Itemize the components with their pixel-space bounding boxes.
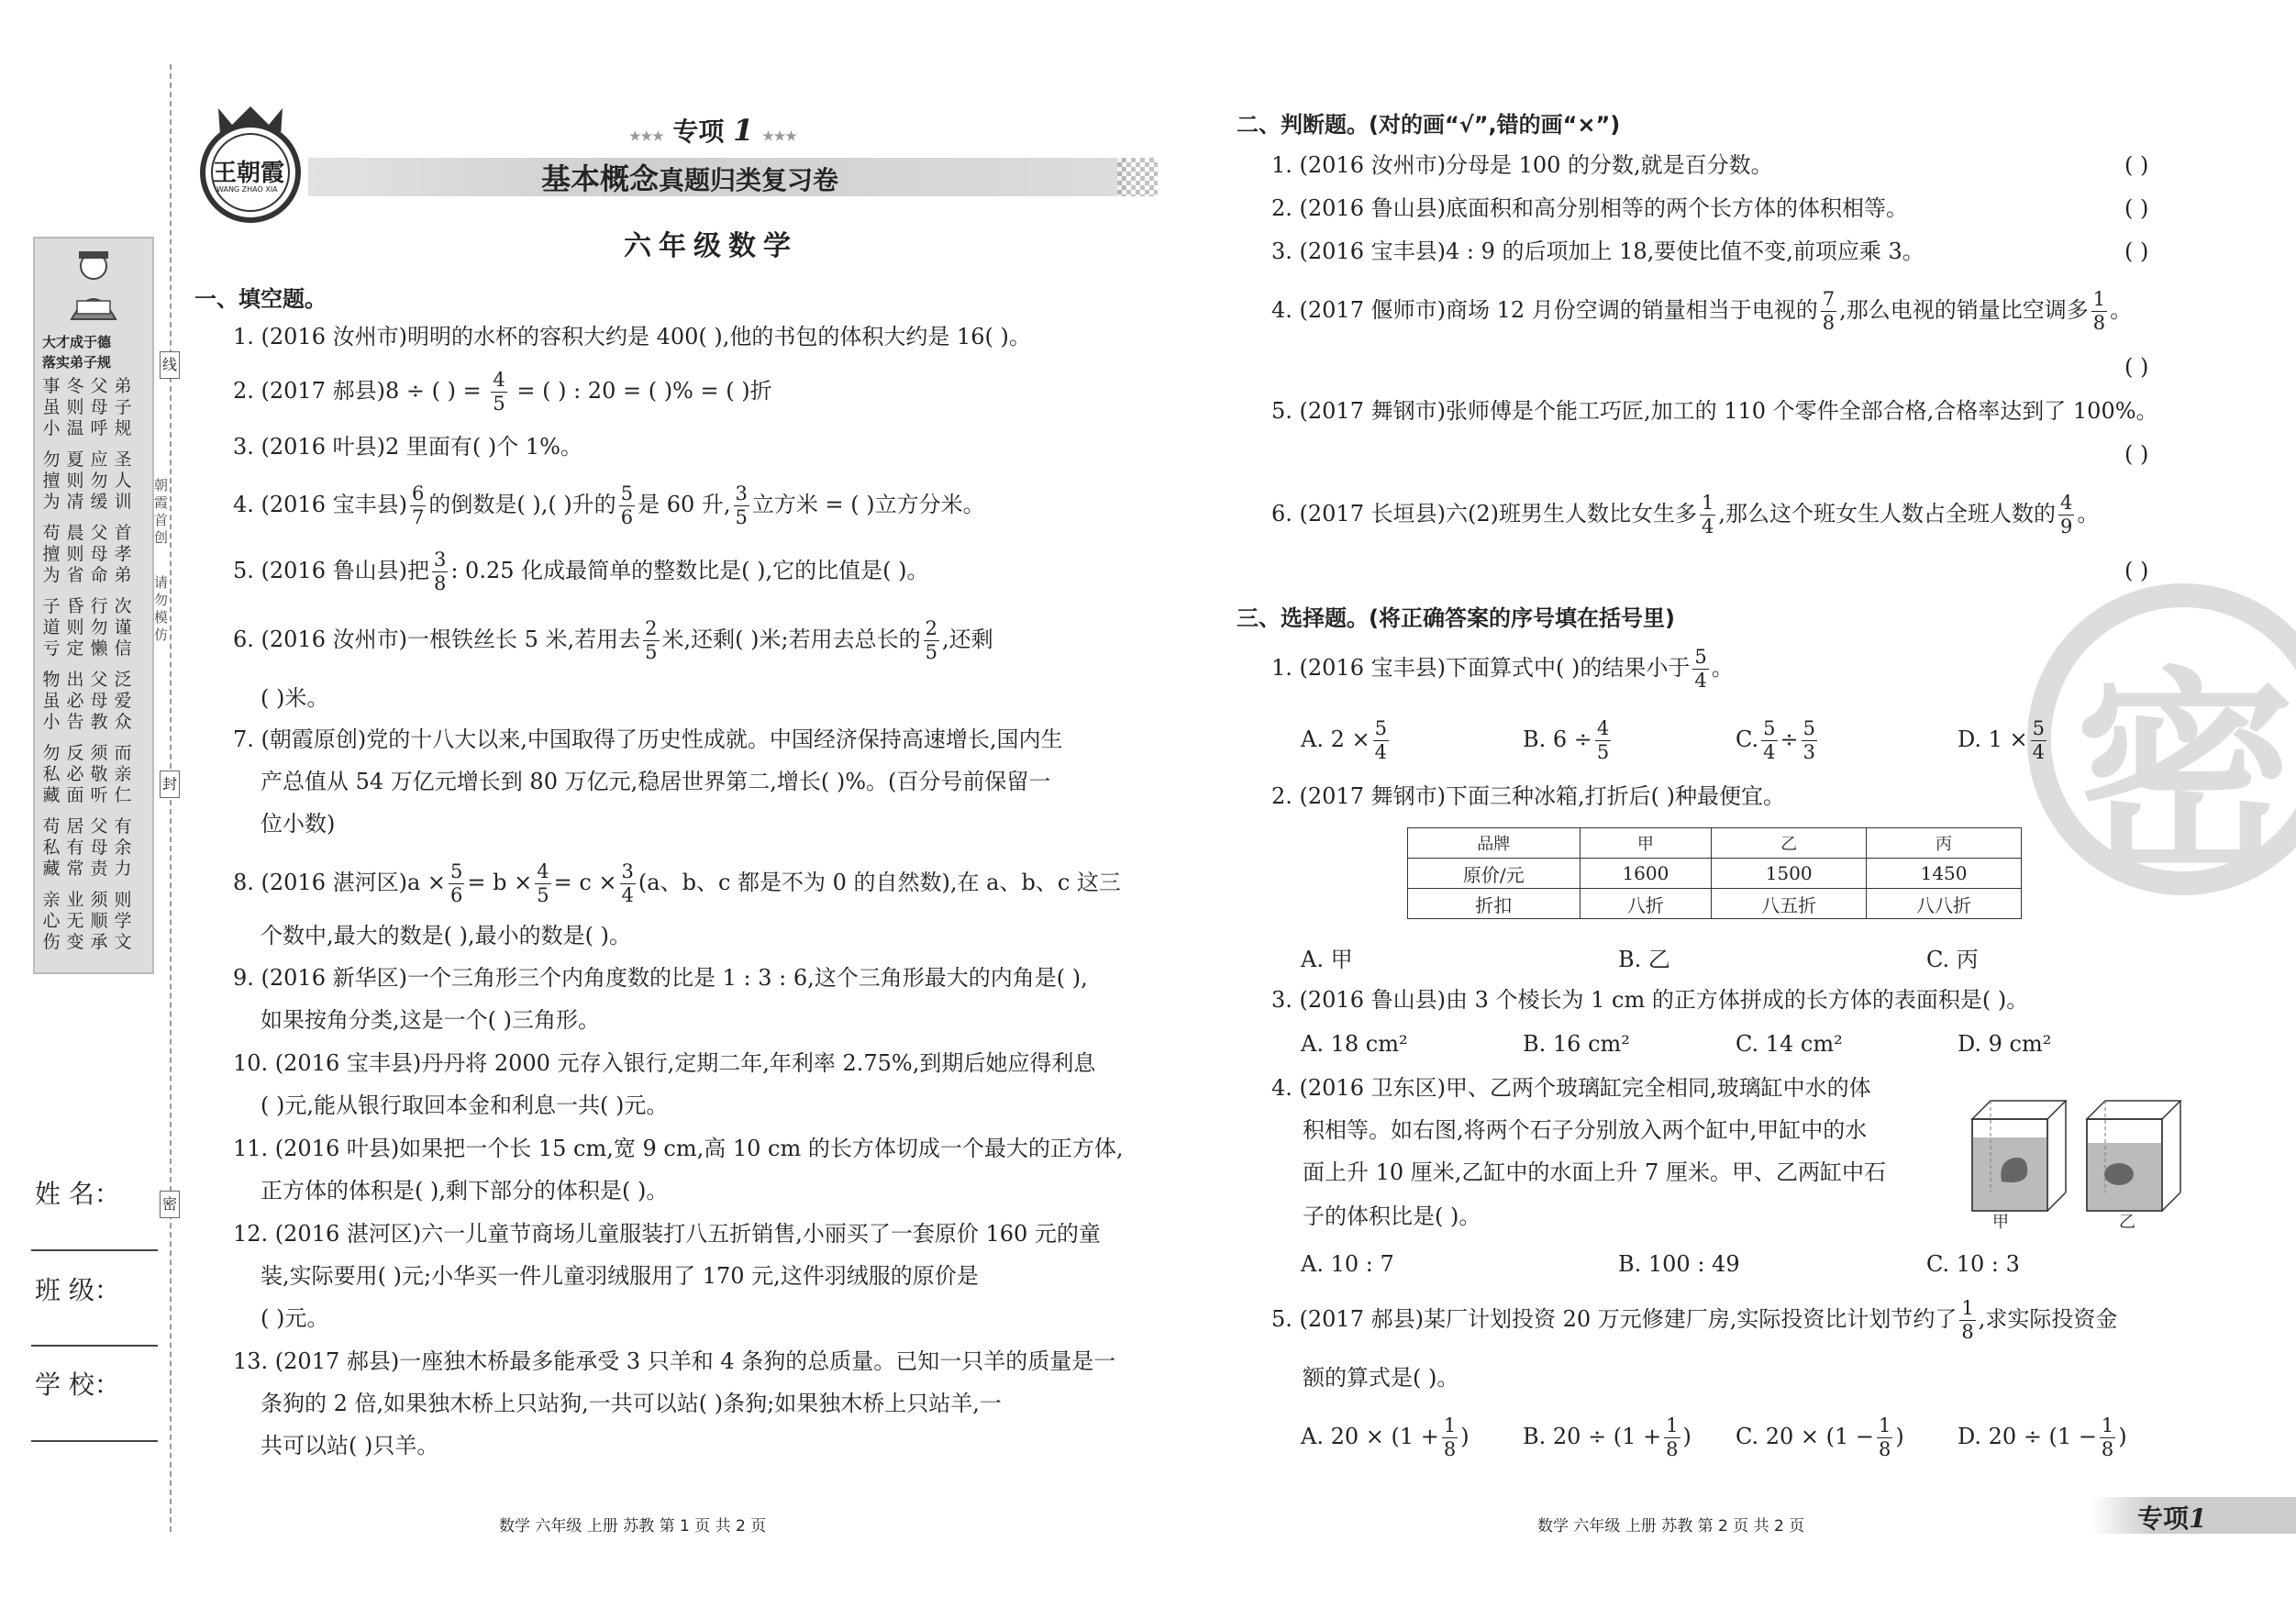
fraction: $\frac{5}{3}$ (1802, 717, 1815, 763)
motto-column: 苟擅为 (42, 523, 61, 585)
vertical-note-2: 请勿模仿 (154, 574, 169, 643)
s3-q5-l2: 额的算式是( )。 (1303, 1365, 1459, 1391)
name-field[interactable] (31, 1249, 158, 1251)
s1-q7-l3: 位小数) (261, 811, 336, 837)
fraction: $\frac{6}{7}$ (411, 482, 425, 528)
s3-q5-option-d[interactable]: D. 20 ÷ (1 − $\frac{1}{8}$ ) (1958, 1414, 2127, 1460)
s1-q12-l2: 装,实际要用( )元;小华买一件儿童羽绒服用了 170 元,这件羽绒服的原价是 (261, 1263, 979, 1289)
s1-q4: 4. (2016 宝丰县) $\frac{6}{7}$ 的倒数是( ),( )升的 $\frac{5}{6}$ 是 60 升, $\frac{3}{5}$ 立方米 = ( )立方分米。 (233, 482, 985, 528)
motto-column: 出必告 (66, 670, 84, 732)
table-row (1408, 889, 2022, 919)
fraction: $\frac{4}{5}$ (493, 369, 505, 415)
school-label: 学 校： (35, 1370, 120, 1400)
motto-column: 业无变 (66, 890, 84, 952)
footer-tag-number: 1 (2189, 1503, 2207, 1534)
s2-q1: 1. (2016 汝州市)分母是 100 的分数,就是百分数。 (1271, 152, 1773, 178)
vertical-note-1: 朝霞首创 (154, 477, 169, 546)
motto-column: 反必面 (66, 743, 84, 805)
s3-q5-option-a[interactable]: A. 20 × (1 + $\frac{1}{8}$ ) (1301, 1414, 1470, 1460)
s1-q6-line2: ( )米。 (261, 685, 329, 711)
s1-q13-l1: 13. (2017 郝县)一座独木桥最多能承受 3 只羊和 4 条狗的总质量。已知一只羊的质量是一 (233, 1348, 1116, 1374)
table-row (1408, 828, 2022, 859)
s2-q6-answer[interactable]: ( ) (2124, 558, 2149, 583)
s2-q6: 6. (2017 长垣县)六(2)班男生人数比女生多 $\frac{1}{4}$ ,那么这个班女生人数占全班人数的 $\frac{4}{9}$ 。 (1271, 492, 2100, 538)
s2-q2-answer[interactable]: ( ) (2124, 195, 2149, 221)
motto-column: 昏则定 (66, 596, 84, 659)
motto-column: 夏则凊 (66, 449, 84, 512)
brand-small: WANG ZHAO XIA (216, 185, 278, 194)
s1-q12-l1: 12. (2016 湛河区)六一儿童节商场儿童服装打八五折销售,小丽买了一套原价 160 元的童 (233, 1221, 1101, 1247)
motto-grid (42, 376, 145, 963)
s1-q6: 6. (2016 汝州市)一根铁丝长 5 米,若用去 $\frac{2}{5}$ 米,还剩( )米;若用去总长的 $\frac{2}{5}$ ,还剩 (233, 617, 993, 663)
motto-column: 行勿懒 (90, 596, 108, 659)
s1-q12-l3: ( )元。 (261, 1305, 329, 1331)
motto-column: 圣人训 (114, 449, 132, 512)
motto-column: 须顺承 (90, 890, 108, 952)
s3-q4-option-b[interactable]: B. 100 : 49 (1618, 1251, 1740, 1277)
motto-column: 应勿缓 (90, 449, 108, 512)
s1-q5: 5. (2016 鲁山县)把 $\frac{3}{8}$ : 0.25 化成最简单的整数比是( ),它的比值是( )。 (233, 549, 929, 594)
motto-column: 父母教 (90, 670, 108, 732)
cut-tag-2: 封 (160, 771, 180, 798)
section1-title: 一、填空题。 (194, 286, 327, 312)
s2-q2: 2. (2016 鲁山县)底面积和高分别相等的两个长方体的体积相等。 (1271, 195, 1908, 221)
fraction: $\frac{2}{5}$ (925, 617, 937, 663)
cut-tag-3: 密 (160, 1191, 180, 1218)
motto-column: 勿擅为 (42, 449, 61, 512)
motto-column: 苟私藏 (42, 816, 61, 879)
tank-label-a: 甲 (1992, 1213, 2009, 1232)
section2-title: 二、判断题。(对的画“√”,错的画“×”) (1237, 112, 1621, 138)
s1-q7-l1: 7. (朝霞原创)党的十八大以来,中国取得了历史性成就。中国经济保持高速增长,国内生 (233, 726, 1063, 752)
motto-column: 弟子规 (114, 376, 132, 438)
subtitle: 六年级数学 (624, 230, 798, 262)
s3-q3: 3. (2016 鲁山县)由 3 个棱长为 1 cm 的正方体拼成的长方体的表面积是( )。 (1271, 987, 2029, 1013)
slogan-1: 大才成于德 (42, 334, 112, 350)
s3-q4-l2: 积相等。如右图,将两个石子分别放入两个缸中,甲缸中的水 (1303, 1117, 1868, 1143)
motto-column: 子道亏 (42, 596, 61, 659)
s2-q5: 5. (2017 舞钢市)张师傅是个能工巧匠,加工的 110 个零件全部合格,合格率达到了 100%。 (1271, 398, 2158, 424)
s1-q13-l3: 共可以站( )只羊。 (261, 1433, 439, 1458)
watermark-char: 密 (2075, 649, 2296, 905)
s1-q9-l1: 9. (2016 新华区)一个三角形三个内角度数的比是 1 : 3 : 6,这个三角形最大的内角是( ), (233, 965, 1088, 991)
table-header: 乙 (1712, 828, 1867, 859)
motto-column: 居有常 (66, 816, 84, 879)
footer-right: 数学 六年级 上册 苏教 第 2 页 共 2 页 (1537, 1517, 1805, 1536)
table-header: 甲 (1580, 828, 1712, 859)
s3-q3-option-d[interactable]: D. 9 cm² (1958, 1031, 2052, 1057)
s1-q3: 3. (2016 叶县)2 里面有( )个 1%。 (233, 434, 582, 460)
binding-dashed-line (170, 64, 172, 1532)
fraction: $\frac{1}{8}$ (2101, 1414, 2114, 1460)
table-row (1408, 859, 2022, 889)
motto-column: 冬则温 (66, 376, 84, 438)
fraction: $\frac{3}{5}$ (735, 482, 748, 528)
motto-column: 泛爱众 (114, 670, 132, 732)
table-cell: 折扣 (1408, 889, 1581, 919)
motto-column: 父母责 (90, 816, 108, 879)
s3-q4-option-c[interactable]: C. 10 : 3 (1926, 1251, 2020, 1277)
fraction: $\frac{5}{4}$ (2032, 717, 2046, 763)
footer-tag (2137, 1499, 2207, 1536)
motto-column: 次谨信 (114, 596, 132, 659)
table-cell: 八八折 (1867, 889, 2022, 919)
title-main: 基本概念 (541, 161, 660, 196)
scholar-figure-icon (57, 246, 130, 328)
motto-column: 亲心伤 (42, 890, 61, 952)
table-cell: 八折 (1580, 889, 1712, 919)
footer-tag-label: 专项 (2137, 1503, 2190, 1534)
fraction: $\frac{5}{4}$ (1763, 717, 1776, 763)
slogan-2: 落实弟子规 (42, 354, 112, 371)
s3-q1-option-c[interactable]: C. $\frac{5}{4}$ ÷ $\frac{5}{3}$ (1736, 717, 1815, 763)
s3-q4-l3: 面上升 10 厘米,乙缸中的水面上升 7 厘米。甲、乙两缸中石 (1303, 1159, 1886, 1185)
s3-q1-option-b[interactable]: B. 6 ÷ $\frac{4}{5}$ (1523, 717, 1610, 763)
fraction: $\frac{5}{6}$ (450, 860, 463, 906)
table-cell: 原价/元 (1408, 859, 1581, 889)
s2-q1-answer[interactable]: ( ) (2124, 152, 2149, 178)
school-field[interactable] (31, 1440, 158, 1442)
s3-q4-l1: 4. (2016 卫东区)甲、乙两个玻璃缸完全相同,玻璃缸中水的体 (1271, 1075, 1871, 1101)
s1-q10-l2: ( )元,能从银行取回本金和利息一共( )元。 (261, 1092, 669, 1118)
fraction: $\frac{1}{8}$ (1879, 1414, 1891, 1460)
fraction: $\frac{5}{4}$ (1374, 717, 1387, 763)
s3-q2-option-b[interactable]: B. 乙 (1618, 947, 1670, 972)
page-title (541, 156, 838, 198)
fraction: $\frac{1}{8}$ (1666, 1414, 1679, 1460)
s3-q3-option-c[interactable]: C. 14 cm² (1736, 1031, 1843, 1057)
s3-q4-l4: 子的体积比是( )。 (1303, 1203, 1481, 1229)
class-field[interactable] (31, 1345, 158, 1347)
section3-title: 三、选择题。(将正确答案的序号填在括号里) (1237, 605, 1675, 631)
fraction: $\frac{5}{6}$ (620, 482, 634, 528)
s2-q4: 4. (2017 偃师市)商场 12 月份空调的销量相当于电视的 $\frac{7}{8}$ ,那么电视的销量比空调多 $\frac{1}{8}$ 。 (1271, 288, 2133, 334)
s1-q11-l1: 11. (2016 叶县)如果把一个长 15 cm,宽 9 cm,高 10 cm 的长方体切成一个最大的正方体, (233, 1136, 1124, 1161)
s3-q4-option-a[interactable]: A. 10 : 7 (1301, 1251, 1394, 1277)
s3-q5: 5. (2017 郝县)某厂计划投资 20 万元修建厂房,实际投资比计划节约了 $\frac{1}{8}$ ,求实际投资金 (1271, 1297, 2118, 1343)
motto-column: 而亲仁 (114, 743, 132, 805)
fraction: $\frac{4}{5}$ (1596, 717, 1610, 763)
s3-q3-option-a[interactable]: A. 18 cm² (1301, 1031, 1408, 1057)
star-icon: ★★★ (629, 129, 664, 144)
price-table (1407, 827, 2022, 919)
table-cell: 1600 (1580, 859, 1712, 889)
fraction: $\frac{4}{9}$ (2059, 492, 2073, 538)
s2-q5-answer[interactable]: ( ) (2124, 441, 2149, 467)
s2-q4-answer[interactable]: ( ) (2124, 354, 2149, 380)
motto-column: 父母命 (90, 523, 108, 585)
motto-column: 有余力 (114, 816, 132, 879)
class-label: 班 级： (35, 1275, 120, 1305)
banner-checker (1117, 158, 1158, 196)
table-header: 丙 (1867, 828, 2022, 859)
s3-q1-option-a[interactable]: A. 2 × $\frac{5}{4}$ (1301, 717, 1387, 763)
motto-column: 须敬听 (90, 743, 108, 805)
table-header: 品牌 (1408, 828, 1581, 859)
motto-column: 勿私藏 (42, 743, 61, 805)
s1-q8-l2: 个数中,最大的数是( ),最小的数是( )。 (261, 923, 631, 948)
fraction: $\frac{1}{4}$ (1701, 492, 1714, 538)
star-icon: ★★★ (762, 129, 797, 144)
tank-figure (1954, 1073, 2183, 1220)
footer-left: 数学 六年级 上册 苏教 第 1 页 共 2 页 (499, 1517, 767, 1536)
fraction: $\frac{7}{8}$ (1822, 288, 1836, 334)
motto-column: 首孝弟 (114, 523, 132, 585)
s1-q2: 2. (2017 郝县)8 ÷ ( ) = $\frac{4}{5}$ = ( ) : 20 = ( )% = ( )折 (233, 369, 772, 415)
fraction: $\frac{3}{8}$ (433, 549, 447, 594)
table-cell: 八五折 (1712, 889, 1867, 919)
s2-q3: 3. (2016 宝丰县)4 : 9 的后项加上 18,要使比值不变,前项应乘 3。 (1271, 238, 1924, 264)
s3-q5-option-c[interactable]: C. 20 × (1 − $\frac{1}{8}$ ) (1736, 1414, 1904, 1460)
s3-q2-option-c[interactable]: C. 丙 (1926, 947, 1979, 972)
s1-q11-l2: 正方体的体积是( ),剩下部分的体积是( )。 (261, 1178, 669, 1203)
s1-q8: 8. (2016 湛河区)a × $\frac{5}{6}$ = b × $\frac{4}{5}$ = c × $\frac{3}{4}$ (a、b、c 都是不为 0 的自然数),在 a、b、c 这三 (233, 860, 1121, 906)
s3-q2-option-a[interactable]: A. 甲 (1301, 947, 1353, 972)
motto-column: 物虽小 (42, 670, 61, 732)
fraction: $\frac{2}{5}$ (645, 617, 658, 663)
s1-q9-l2: 如果按角分类,这是一个( )三角形。 (261, 1007, 600, 1033)
motto-column: 则学文 (114, 890, 132, 952)
series-number: 1 (733, 113, 754, 148)
tank-label-b: 乙 (2119, 1213, 2135, 1232)
s3-q3-option-b[interactable]: B. 16 cm² (1523, 1031, 1630, 1057)
motto-column: 事虽小 (42, 376, 61, 438)
s2-q3-answer[interactable]: ( ) (2124, 238, 2149, 264)
fraction: $\frac{4}{5}$ (537, 860, 549, 906)
fraction: $\frac{3}{4}$ (621, 860, 634, 906)
s3-q1: 1. (2016 宝丰县)下面算式中( )的结果小于 $\frac{5}{4}$ 。 (1271, 646, 1734, 692)
s1-q10-l1: 10. (2016 宝丰县)丹丹将 2000 元存入银行,定期二年,年利率 2.75%,到期后她应得利息 (233, 1050, 1096, 1076)
s3-q1-option-d[interactable]: D. 1 × $\frac{5}{4}$ (1958, 717, 2046, 763)
fraction: $\frac{1}{8}$ (1961, 1297, 1974, 1343)
motto-column: 父母呼 (90, 376, 108, 438)
s1-q1: 1. (2016 汝州市)明明的水杯的容积大约是 400( ),他的书包的体积大约是 16( )。 (233, 324, 1031, 349)
fraction: $\frac{1}{8}$ (2092, 288, 2106, 334)
s1-q7-l2: 产总值从 54 万亿元增长到 80 万亿元,稳居世界第二,增长( )%。(百分号前保留一 (261, 769, 1051, 794)
motto-column: 晨则省 (66, 523, 84, 585)
s1-q13-l2: 条狗的 2 倍,如果独木桥上只站狗,一共可以站( )条狗;如果独木桥上只站羊,一 (261, 1391, 1002, 1416)
series-tag (629, 112, 797, 149)
s3-q2: 2. (2017 舞钢市)下面三种冰箱,打折后( )种最便宜。 (1271, 783, 1785, 809)
title-sub: 真题归类复习卷 (659, 165, 839, 195)
cut-tag-1: 线 (160, 351, 180, 379)
table-cell: 1450 (1867, 859, 2022, 889)
table-cell: 1500 (1712, 859, 1867, 889)
s3-q5-option-b[interactable]: B. 20 ÷ (1 + $\frac{1}{8}$ ) (1523, 1414, 1691, 1460)
name-label: 姓 名： (35, 1179, 120, 1209)
fraction: $\frac{5}{4}$ (1694, 646, 1707, 692)
fraction: $\frac{1}{8}$ (1443, 1414, 1457, 1460)
sidebar-box (33, 237, 154, 974)
brand-name: 王朝霞 (213, 160, 285, 187)
series-label: 专项 (672, 116, 725, 147)
